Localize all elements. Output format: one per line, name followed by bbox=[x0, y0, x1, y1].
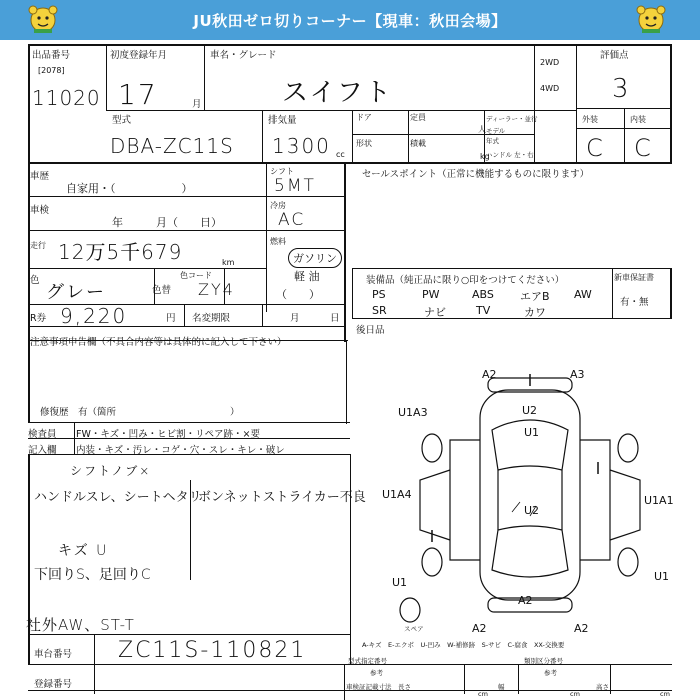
model-label: 型式 bbox=[112, 115, 132, 126]
color-value: グレー bbox=[46, 282, 106, 303]
registration-label: 登録番号 bbox=[34, 679, 73, 690]
int-grade: C bbox=[634, 134, 653, 162]
inspector-label: 検査員 bbox=[28, 429, 57, 440]
rating-value: 3 bbox=[612, 74, 631, 104]
color-code-label: 色コード bbox=[180, 271, 212, 280]
lot-label: 出品番号 bbox=[32, 50, 71, 61]
damage-mark: A3 bbox=[570, 368, 585, 381]
model-year-b: 年式 bbox=[486, 137, 499, 145]
chassis-label: 車台番号 bbox=[34, 649, 73, 660]
ref-label: 参考 bbox=[370, 669, 383, 677]
equip-tv: TV bbox=[476, 304, 491, 317]
length-label: 長さ bbox=[398, 683, 411, 691]
chassis-value: ZC11S-110821 bbox=[118, 638, 307, 663]
color-label: 色 bbox=[30, 275, 40, 286]
warranty-value: 有・無 bbox=[620, 297, 649, 308]
door-label: ドア bbox=[356, 113, 372, 122]
repair-label: 修復歴 有（箇所 ） bbox=[40, 407, 240, 418]
ref-label-2: 参考 bbox=[544, 669, 557, 677]
damage-mark: U1 bbox=[524, 426, 540, 439]
history-label: 車歴 bbox=[30, 171, 50, 182]
class-label: 類別区分番号 bbox=[524, 657, 563, 665]
damage-mark: U2 bbox=[524, 504, 540, 517]
fuel-other: （ ） bbox=[276, 288, 320, 301]
color-code: ZY4 bbox=[198, 280, 235, 299]
damage-mark: U1 bbox=[654, 570, 670, 583]
capacity-label: 定員 bbox=[410, 113, 426, 122]
cm-unit: cm bbox=[478, 690, 488, 698]
dims-label: 車検証記載寸法 bbox=[346, 683, 392, 691]
fuel-diesel: 軽 油 bbox=[294, 270, 320, 283]
model-year-a: モデル bbox=[486, 127, 506, 135]
note-line: ボンネットストライカー不良 bbox=[198, 490, 366, 505]
width-label: 幅 bbox=[498, 683, 505, 691]
spare-label: スペア bbox=[404, 625, 424, 633]
lot-number: 11020 bbox=[32, 86, 101, 110]
color-tone-label: 色替 bbox=[152, 285, 172, 296]
entry-row: 内装・キズ・汚レ・コゲ・穴・スレ・キレ・破レ bbox=[76, 445, 285, 456]
inspection-label: 車検 bbox=[30, 205, 50, 216]
mascot-icon bbox=[634, 4, 668, 34]
persons-unit: 人 bbox=[478, 125, 486, 134]
handle-label: ハンドル 左・右 bbox=[486, 151, 534, 159]
damage-mark: U1A3 bbox=[398, 406, 428, 419]
model-value: DBA-ZC11S bbox=[110, 134, 234, 158]
damage-mark: U1A1 bbox=[644, 494, 674, 507]
first-reg-label: 初度登録年月 bbox=[110, 50, 168, 61]
recycle-value: 9,220 bbox=[60, 304, 128, 328]
equip-sr: SR bbox=[372, 304, 387, 317]
note-line: 下回りS、足回りC bbox=[34, 567, 151, 583]
ac-label: 冷房 bbox=[270, 201, 286, 210]
shift-value: 5MT bbox=[274, 176, 316, 196]
4wd-label: 4WD bbox=[540, 84, 560, 93]
equip-airbag: エアB bbox=[520, 290, 550, 303]
2wd-label: 2WD bbox=[540, 58, 560, 67]
mileage-value: 12万5千679 bbox=[58, 240, 183, 264]
damage-mark: A2 bbox=[472, 622, 487, 635]
damage-mark: A2 bbox=[482, 368, 497, 381]
car-name-label: 車名・グレード bbox=[210, 50, 277, 61]
equip-leather: カワ bbox=[524, 306, 546, 319]
legend: A-キズ E-エクボ U-凹み W-補修跡 S-サビ C-腐食 XX-交換要 bbox=[362, 641, 565, 649]
displacement-label: 排気量 bbox=[268, 115, 297, 126]
equip-aw: AW bbox=[574, 288, 592, 301]
later-date-label: 後日品 bbox=[356, 325, 385, 336]
name-change-label: 名変期限 bbox=[192, 313, 231, 324]
lot-sub: [2078] bbox=[38, 66, 65, 75]
note-line: シフトノブ× bbox=[70, 464, 152, 478]
damage-mark: U2 bbox=[522, 404, 538, 417]
inspector-row: FW・キズ・凹み・ヒビ割・リペア跡・×要 bbox=[76, 429, 260, 440]
shift-label: シフト bbox=[270, 167, 294, 176]
dealer-label: ディーラー・並行 bbox=[486, 115, 538, 123]
shape-label: 形状 bbox=[356, 139, 372, 148]
inspection-value: 年 月（ 日） bbox=[112, 216, 222, 229]
warranty-label: 新車保証書 bbox=[614, 273, 654, 282]
note-line: キズ U bbox=[58, 543, 109, 559]
note-line: ハンドルスレ、シートヘタリ bbox=[34, 490, 202, 505]
fuel-label: 燃料 bbox=[270, 237, 286, 246]
cm-unit: cm bbox=[570, 690, 580, 698]
page-title: JU秋田ゼロ切りコーナー【現車：秋田会場】 bbox=[193, 12, 507, 30]
mileage-unit: km bbox=[222, 258, 235, 267]
equip-abs: ABS bbox=[472, 288, 494, 301]
car-name-value: スイフト bbox=[282, 78, 393, 108]
equip-ps: PS bbox=[372, 288, 386, 301]
displacement-value: 1300 bbox=[272, 134, 331, 158]
notes-label: 注意事項申告欄（不具合内容等は具体的に記入して下さい） bbox=[30, 337, 287, 348]
name-change-day: 日 bbox=[330, 313, 340, 324]
height-label: 高さ bbox=[596, 683, 609, 691]
recycle-unit: 円 bbox=[166, 313, 176, 324]
fuel-gas: ガソリン bbox=[288, 248, 342, 268]
note-line: 社外AW、ST-T bbox=[26, 616, 135, 634]
equipment-label: 装備品（純正品に限り○印をつけてください） bbox=[366, 275, 565, 286]
equip-navi: ナビ bbox=[424, 306, 446, 319]
recycle-label: R券 bbox=[30, 313, 47, 324]
first-reg-month: 月 bbox=[192, 99, 202, 110]
ext-label: 外装 bbox=[582, 115, 598, 124]
ac-value: AC bbox=[278, 210, 306, 230]
mascot-icon bbox=[26, 4, 60, 34]
mileage-label: 走行 bbox=[30, 241, 46, 250]
int-label: 内装 bbox=[630, 115, 646, 124]
ext-grade: C bbox=[586, 134, 605, 162]
equip-pw: PW bbox=[422, 288, 440, 301]
sales-point-label: セールスポイント（正常に機能するものに限ります） bbox=[362, 169, 590, 180]
rating-label: 評価点 bbox=[600, 50, 629, 61]
kg-unit: kg bbox=[480, 152, 490, 161]
first-reg-year: 17 bbox=[118, 78, 158, 111]
damage-mark: U1A4 bbox=[382, 488, 412, 501]
displacement-unit: cc bbox=[336, 150, 345, 159]
damage-mark: U1 bbox=[392, 576, 408, 589]
damage-mark: A2 bbox=[518, 594, 533, 607]
cm-unit: cm bbox=[660, 690, 670, 698]
history-value: 自家用・（ ） bbox=[66, 182, 193, 195]
name-change-month: 月 bbox=[290, 313, 300, 324]
entry-label: 記入欄 bbox=[28, 445, 57, 456]
damage-mark: A2 bbox=[574, 622, 589, 635]
load-label: 積載 bbox=[410, 139, 426, 148]
model-designation-label: 型式指定番号 bbox=[348, 657, 387, 665]
